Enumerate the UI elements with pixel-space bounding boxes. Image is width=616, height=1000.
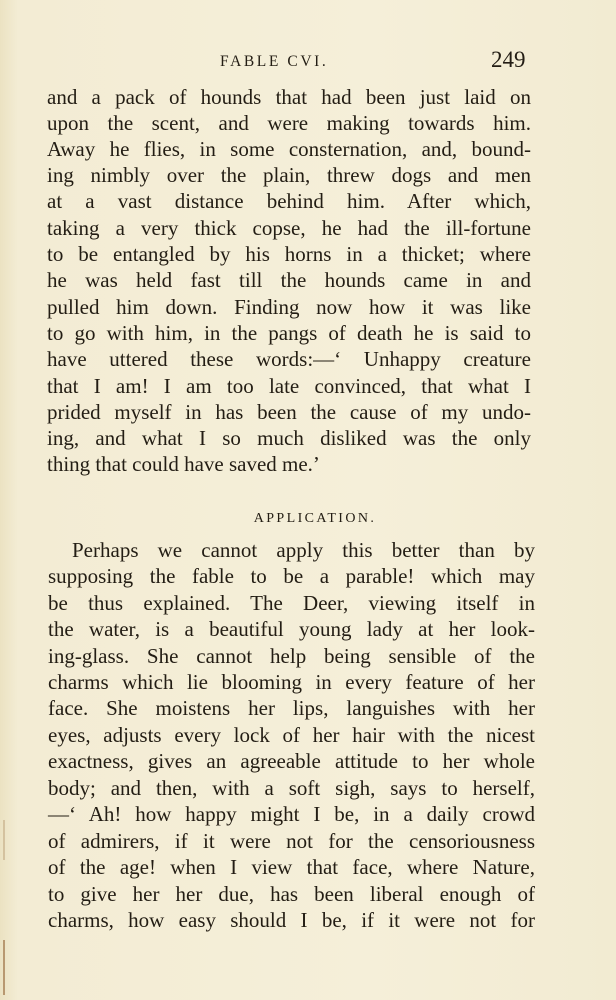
text-line: charms which lie blooming in every feature of her [48,670,535,694]
text-line: Away he flies, in some consternation, and, bound- [47,137,531,161]
text-line: of the age! when I view that face, where Nature, [48,855,535,879]
gutter-stain [3,820,5,860]
text-line: be thus explained. The Deer, viewing itself in [48,591,535,615]
text-line: prided myself in has been the cause of my undo- [47,400,531,424]
text-line: Perhaps we cannot apply this better than by [72,538,535,562]
text-line: ing, and what I so much disliked was the only [47,426,531,450]
gutter-stain [3,940,5,995]
text-line: taking a very thick copse, he had the ill-fortune [47,216,531,240]
application-heading: APPLICATION. [253,511,377,526]
running-head [0,47,616,74]
text-line: upon the scent, and were making towards him. [47,111,531,135]
text-line: he was held fast till the hounds came in and [47,268,531,292]
text-line: to go with him, in the pangs of death he is said to [47,321,531,345]
running-title: FABLE CVI. [220,53,329,70]
text-line: of admirers, if it were not for the censoriousness [48,829,535,853]
text-line: eyes, adjusts every lock of her hair with the nicest [48,723,535,747]
text-line: exactness, gives an agreeable attitude to her whole [48,749,535,773]
text-line: pulled him down. Finding now how it was like [47,295,531,319]
text-line: ing nimbly over the plain, threw dogs and men [47,163,531,187]
text-line: supposing the fable to be a parable! which may [48,564,535,588]
text-line: thing that could have saved me.’ [47,452,320,476]
text-line: face. She moistens her lips, languishes with her [48,696,535,720]
text-line: and a pack of hounds that had been just laid on [47,85,531,109]
text-line: to give her her due, has been liberal enough of [48,882,535,906]
text-line: body; and then, with a soft sigh, says to herself, [48,776,535,800]
text-line: ing-glass. She cannot help being sensible of the [48,644,535,668]
text-line: the water, is a beautiful young lady at her look- [48,617,535,641]
text-line: to be entangled by his horns in a thicket; where [47,242,531,266]
page-number: 249 [491,47,526,72]
text-line: have uttered these words:—‘ Unhappy creature [47,347,531,371]
text-line: that I am! I am too late convinced, that what I [47,374,531,398]
text-line: at a vast distance behind him. After which, [47,189,531,213]
text-line: charms, how easy should I be, if it were not for [48,908,535,932]
text-line: —‘ Ah! how happy might I be, in a daily crowd [48,802,535,826]
